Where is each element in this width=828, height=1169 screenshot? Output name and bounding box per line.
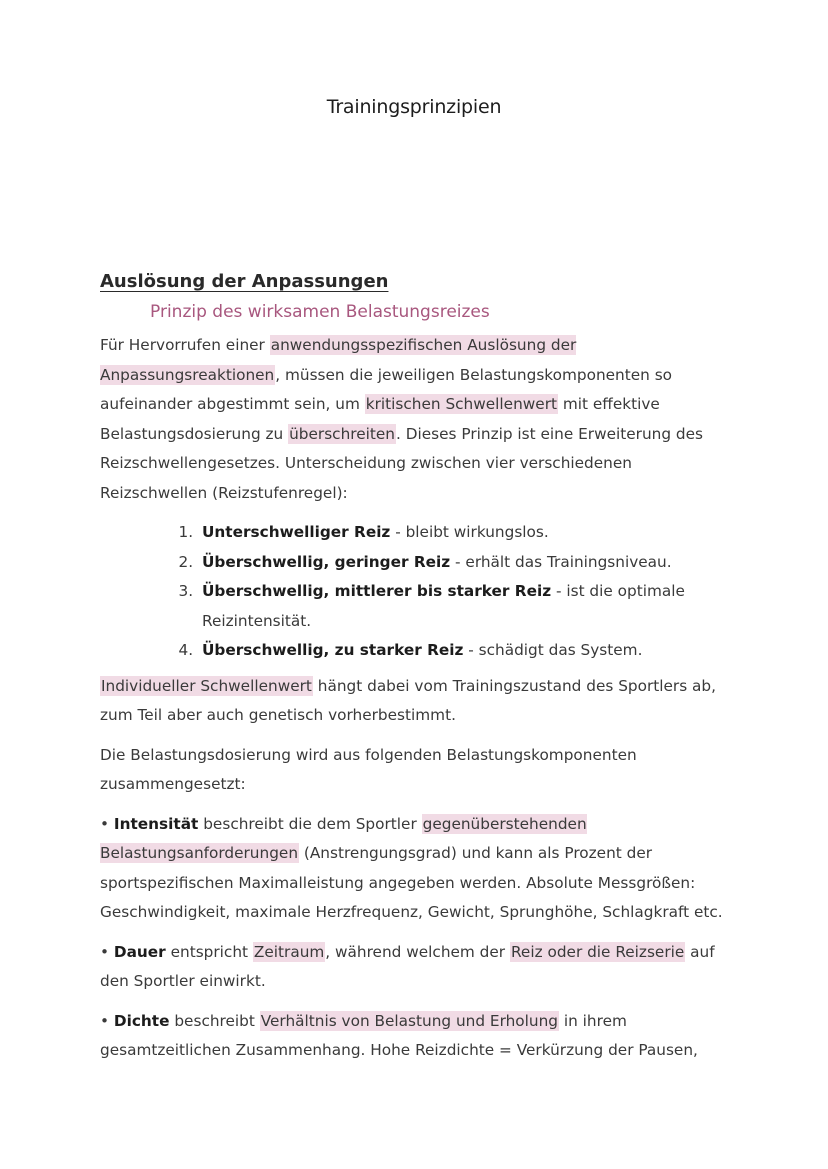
intro-paragraph: Für Hervorrufen einer anwendungsspezifischen Auslösung der Anpassungsreaktionen, müssen die jeweiligen Belastungskomponenten so aufeinander abgestimmt sein, um kritischen Schwellenwert mit effektive Belastungsdosierung zu überschreiten. Dieses Prinzip ist eine Erweiterung des Reizschwellengesetzes. Unterscheidung zwischen vier verschiedenen Reizschwellen (Reizstufenregel):	[100, 336, 704, 502]
list-item-desc: - ist die optimale Reizintensität.	[202, 582, 685, 630]
highlight: anwendungsspezifischen Auslösung der Anpassungsreaktionen	[100, 336, 577, 384]
density-paragraph: • Dichte beschreibt Verhältnis von Belastung und Erholung in ihrem gesamtzeitlichen Zusammenhang. Hohe Reizdichte = Verkürzung der Pausen,	[100, 1011, 698, 1059]
list-item-term: Überschwellig, geringer Reiz	[202, 552, 451, 571]
list-item-desc: - erhält das Trainingsniveau.	[450, 552, 672, 571]
dosage-paragraph: Die Belastungsdosierung wird aus folgenden Belastungskomponenten zusammengesetzt:	[100, 745, 637, 793]
term-density: Dichte	[113, 1011, 170, 1030]
list-item	[198, 577, 740, 636]
list-item-term: Unterschwelliger Reiz	[202, 523, 391, 541]
highlight: überschreiten	[289, 424, 396, 443]
highlight: kritischen Schwellenwert	[365, 395, 557, 413]
term-duration: Dauer	[113, 942, 166, 961]
sub-heading: Prinzip des wirksamen Belastungsreizes	[150, 302, 490, 322]
highlight: Reiz oder die Reizserie	[510, 942, 685, 961]
highlight: Individueller Schwellenwert	[101, 676, 312, 695]
highlight: gegenüberstehenden Belastungsanforderungen	[100, 814, 587, 862]
page-title: Trainingsprinzipien	[326, 96, 502, 118]
threshold-paragraph: Individueller Schwellenwert hängt dabei vom Trainingszustand des Sportlers ab, zum Teil aber auch genetisch vorherbestimmt.	[100, 676, 717, 724]
list-item	[198, 518, 740, 548]
highlight: Verhältnis von Belastung und Erholung	[260, 1011, 559, 1030]
list-item	[198, 636, 740, 666]
list-item	[198, 548, 740, 578]
section-heading: Auslösung der Anpassungen	[100, 271, 389, 292]
list-item-desc: - bleibt wirkungslos.	[390, 523, 549, 541]
list-item-desc: - schädigt das System.	[463, 641, 643, 659]
list-item-term: Überschwellig, zu starker Reiz	[202, 641, 464, 659]
duration-paragraph: • Dauer entspricht Zeitraum, während welchem der Reiz oder die Reizserie auf den Sportler einwirkt.	[100, 942, 715, 990]
list-item-term: Überschwellig, mittlerer bis starker Reiz	[202, 582, 552, 600]
intensity-paragraph: • Intensität beschreibt die dem Sportler gegenüberstehenden Belastungsanforderungen (Anstrengungsgrad) und kann als Prozent der sportspezifischen Maximalleistung angegeben werden. Absolute Messgrößen: Geschwindigkeit, maximale Herzfrequenz, Gewicht, Sprunghöhe, Schlagkraft etc.	[100, 814, 723, 921]
highlight: Zeitraum	[253, 942, 325, 961]
stimulus-threshold-list	[100, 518, 740, 666]
document-body	[100, 268, 740, 1076]
term-intensity: Intensität	[113, 814, 199, 833]
